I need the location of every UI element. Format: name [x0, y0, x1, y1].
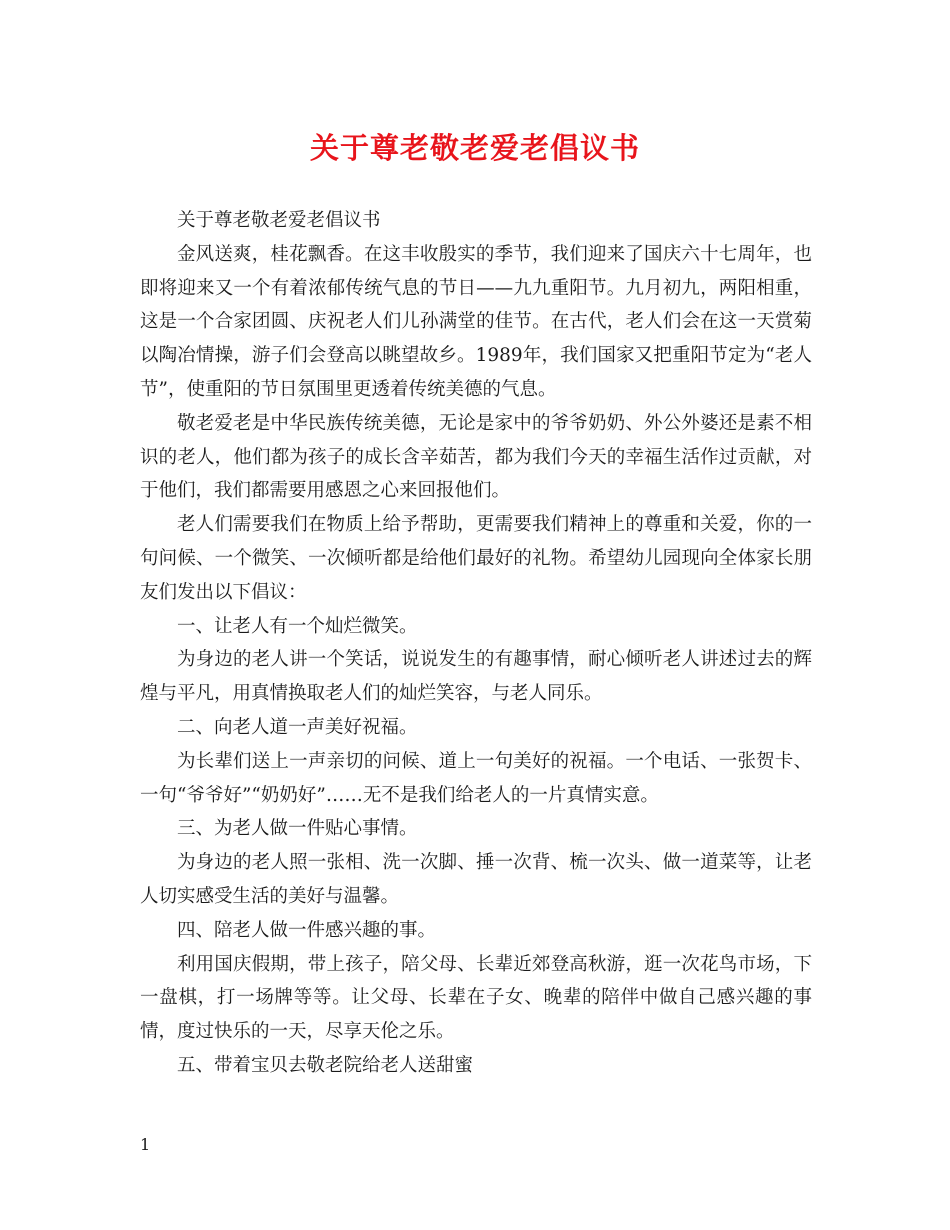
paragraph-appeal: 老人们需要我们在物质上给予帮助，更需要我们精神上的尊重和关爱，你的一句问候、一个微笑、一次倾听都是给他们最好的礼物。希望幼儿园现向全体家长朋友们发出以下倡议： [140, 514, 812, 603]
item-body-1: 为身边的老人讲一个笑话，说说发生的有趣事情，耐心倾听老人讲述过去的辉煌与平凡，用真情换取老人们的灿烂笑容，与老人同乐。 [140, 649, 812, 705]
item-heading-5: 五、带着宝贝去敬老院给老人送甜蜜 [177, 1054, 474, 1076]
paragraph-tradition: 敬老爱老是中华民族传统美德，无论是家中的爷爷奶奶、外公外婆还是素不相识的老人，他们都为孩子的成长含辛茹苦，都为我们今天的幸福生活作过贡献，对于他们，我们都需要用感恩之心来回报他们。 [140, 412, 812, 502]
item-body-3: 为身边的老人照一张相、洗一次脚、捶一次背、梳一次头、做一道菜等，让老人切实感受生活的美好与温馨。 [140, 852, 812, 907]
item-heading-3: 三、为老人做一件贴心事情。 [177, 818, 418, 840]
page-number: 1 [140, 1135, 151, 1154]
paragraph-heading: 关于尊老敬老爱老倡议书 [177, 210, 381, 231]
item-body-4: 利用国庆假期，带上孩子，陪父母、长辈近郊登高秋游，逛一次花鸟市场，下一盘棋，打一场牌等等。让父母、长辈在子女、晚辈的陪伴中做自己感兴趣的事情，度过快乐的一天，尽享天伦之乐。 [140, 953, 812, 1043]
paragraph-intro: 金风送爽，桂花飘香。在这丰收殷实的季节，我们迎来了国庆六十七周年，也即将迎来又一个有着浓郁传统气息的节日——九九重阳节。九月初九，两阳相重，这是一个合家团圆、庆祝老人们儿孙满堂的佳节。在古代，老人们会在这一天赏菊以陶冶情操，游子们会登高以眺望故乡。1989年，我们国家又把重阳节定为“老人节”，使重阳的节日氛围里更透着传统美德的气息。 [140, 243, 812, 400]
item-body-2: 为长辈们送上一声亲切的问候、道上一句美好的祝福。一个电话、一张贺卡、一句“爷爷好”“奶奶好”……无不是我们给老人的一片真情实意。 [140, 750, 812, 806]
item-heading-2: 二、向老人道一声美好祝福。 [177, 716, 418, 738]
item-heading-4: 四、陪老人做一件感兴趣的事。 [177, 919, 437, 941]
item-heading-1: 一、让老人有一个灿烂微笑。 [177, 615, 418, 637]
document-title: 关于尊老敬老爱老倡议书 [309, 131, 640, 165]
document-body [140, 204, 812, 1083]
